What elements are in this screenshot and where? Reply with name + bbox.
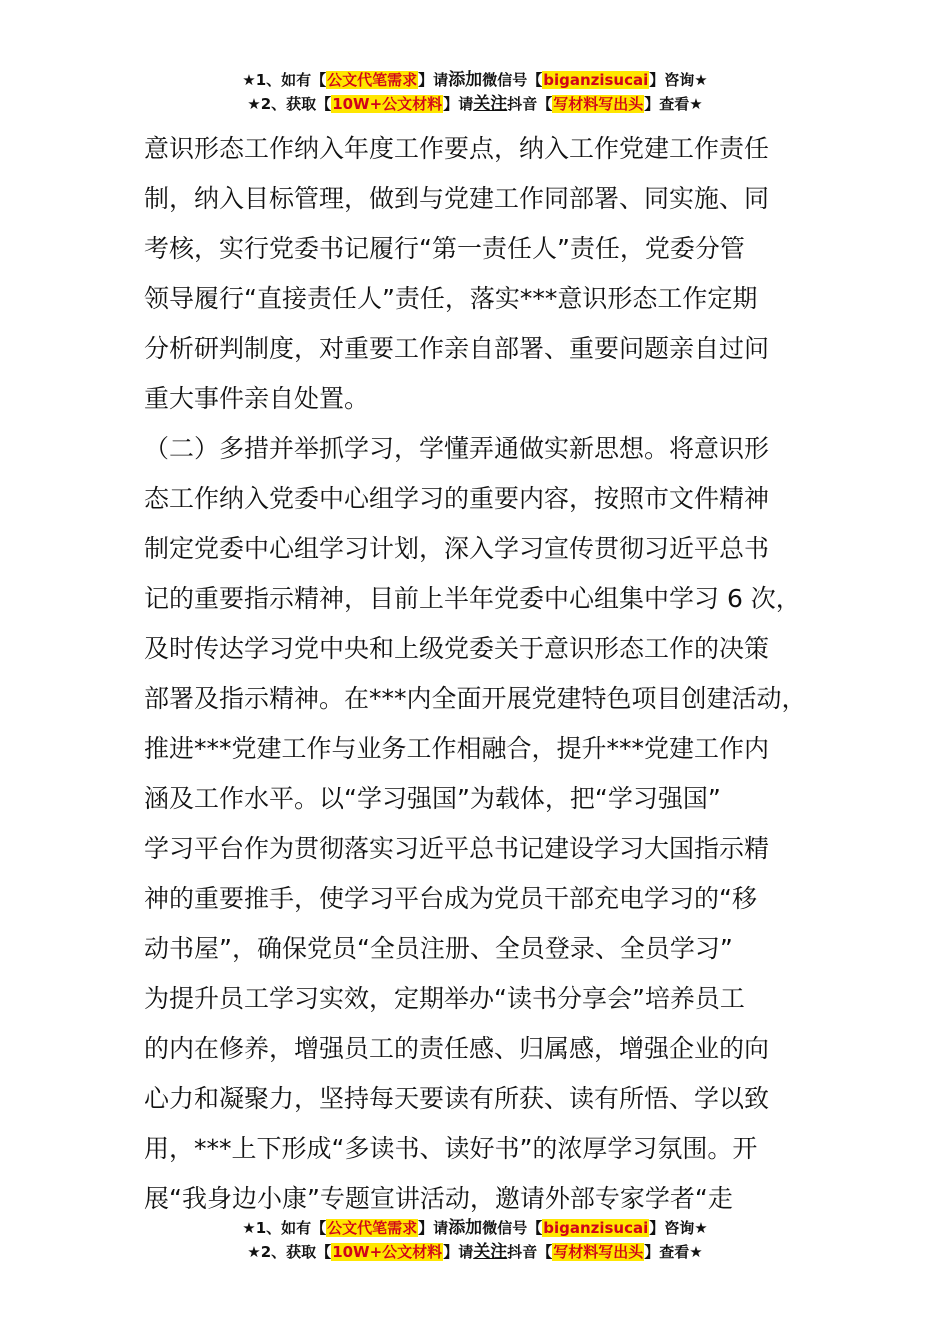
banner-text: ★1、如有【	[242, 71, 327, 89]
body-line: 分析研判制度，对重要工作亲自部署、重要问题亲自过问	[144, 334, 770, 363]
body-line: 领导履行“直接责任人”责任，落实***意识形态工作定期	[144, 284, 758, 313]
banner-highlight: 10W+公文材料	[332, 1243, 443, 1261]
document-body	[144, 124, 844, 1224]
section-heading-line: （二）多措并举抓学习，学懂弄通做实新思想。将意识形	[144, 434, 770, 463]
header-ad-banner	[0, 68, 950, 116]
banner-text: 】咨询★	[649, 1219, 708, 1237]
body-line: 制，纳入目标管理，做到与党建工作同部署、同实施、同	[144, 184, 770, 213]
banner-highlight: biganzisucai	[543, 1219, 649, 1237]
banner-text: ★2、获取【	[247, 95, 332, 113]
banner-text: 微信号【	[482, 71, 543, 89]
body-line: 的内在修养，增强员工的责任感、归属感，增强企业的向	[144, 1034, 770, 1063]
banner-text-emphasis: 添加	[448, 1218, 483, 1238]
body-line: 用，***上下形成“多读书、读好书”的浓厚学习氛围。开	[144, 1134, 758, 1163]
footer-ad-banner	[0, 1216, 950, 1264]
body-line: 展“我身边小康”专题宣讲活动，邀请外部专家学者“走	[144, 1184, 733, 1213]
body-line: 涵及工作水平。以“学习强国”为载体，把“学习强国”	[144, 784, 721, 813]
body-line: 神的重要推手，使学习平台成为党员干部充电学习的“移	[144, 884, 757, 913]
body-line: 心力和凝聚力，坚持每天要读有所获、读有所悟、学以致	[144, 1084, 770, 1113]
banner-text: ★2、获取【	[247, 1243, 332, 1261]
banner-text-emphasis: 关注	[473, 94, 508, 114]
banner-text: ★1、如有【	[242, 1219, 327, 1237]
banner-text: 抖音【	[507, 95, 553, 113]
body-line: 记的重要指示精神，目前上半年党委中心组集中学习 6 次，	[144, 584, 801, 613]
banner-highlight: biganzisucai	[543, 71, 649, 89]
banner-text-emphasis: 关注	[473, 1242, 508, 1262]
body-line: 及时传达学习党中央和上级党委关于意识形态工作的决策	[144, 634, 770, 663]
banner-text-emphasis: 添加	[448, 70, 483, 90]
banner-text: 】查看★	[644, 95, 703, 113]
banner-highlight: 公文代笔需求	[327, 71, 418, 89]
body-line: 部署及指示精神。在***内全面开展党建特色项目创建活动，	[144, 684, 807, 713]
banner-text: 】查看★	[644, 1243, 703, 1261]
banner-line-1	[0, 1216, 950, 1240]
body-line: 重大事件亲自处置。	[144, 384, 370, 413]
body-line: 学习平台作为贯彻落实习近平总书记建设学习大国指示精	[144, 834, 770, 863]
banner-highlight: 写材料写出头	[553, 95, 644, 113]
banner-text: 】请	[418, 71, 449, 89]
banner-line-2	[0, 1240, 950, 1264]
banner-text: 】咨询★	[649, 71, 708, 89]
body-line: 为提升员工学习实效，定期举办“读书分享会”培养员工	[144, 984, 745, 1013]
banner-text: 】请	[443, 1243, 474, 1261]
banner-highlight: 公文代笔需求	[327, 1219, 418, 1237]
body-line: 意识形态工作纳入年度工作要点，纳入工作党建工作责任	[144, 134, 770, 163]
banner-text: 微信号【	[482, 1219, 543, 1237]
body-line: 考核，实行党委书记履行“第一责任人”责任，党委分管	[144, 234, 745, 263]
banner-text: 】请	[443, 95, 474, 113]
body-line: 制定党委中心组学习计划，深入学习宣传贯彻习近平总书	[144, 534, 770, 563]
body-line: 动书屋”，确保党员“全员注册、全员登录、全员学习”	[144, 934, 733, 963]
banner-highlight: 10W+公文材料	[332, 95, 443, 113]
banner-text: 】请	[418, 1219, 449, 1237]
banner-highlight: 写材料写出头	[553, 1243, 644, 1261]
banner-line-1	[0, 68, 950, 92]
body-line: 推进***党建工作与业务工作相融合，提升***党建工作内	[144, 734, 770, 763]
body-line: 态工作纳入党委中心组学习的重要内容，按照市文件精神	[144, 484, 770, 513]
banner-line-2	[0, 92, 950, 116]
banner-text: 抖音【	[507, 1243, 553, 1261]
